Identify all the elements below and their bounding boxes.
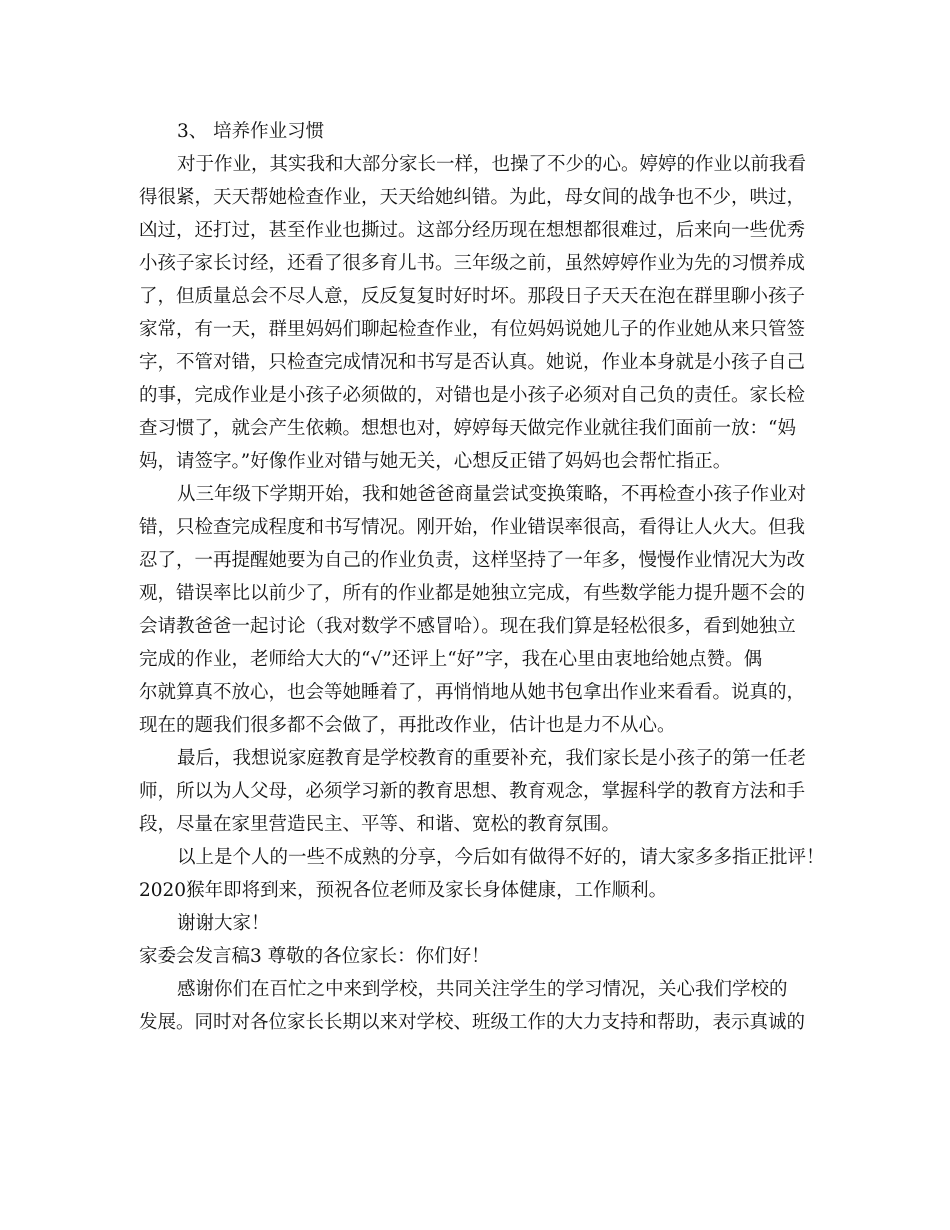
paragraph-line: 忍了，一再提醒她要为自己的作业负责，这样坚持了一年多，慢慢作业情况大为改 [139, 550, 806, 571]
paragraph-line: 感谢你们在百忙之中来到学校，共同关注学生的学习情况，关心我们学校的 [177, 979, 788, 1000]
paragraph-line: 家常，有一天，群里妈妈们聊起检查作业，有位妈妈说她儿子的作业她从来只管签 [139, 319, 806, 340]
paragraph-line: 对于作业，其实我和大部分家长一样，也操了不少的心。婷婷的作业以前我看 [177, 154, 807, 175]
paragraph-line: 了，但质量总会不尽人意，反反复复时好时坏。那段日子天天在泡在群里聊小孩子 [139, 286, 806, 307]
paragraph-line: 会请教爸爸一起讨论（我对数学不感冒哈）。现在我们算是轻松很多，看到她独立 [139, 616, 796, 637]
paragraph-line: 段，尽量在家里营造民主、平等、和谐、宽松的教育氛围。 [139, 814, 621, 835]
paragraph-line: 错，只检查完成程度和书写情况。刚开始，作业错误率很高，看得让人火大。但我 [139, 517, 806, 538]
paragraph-line: 现在的题我们很多都不会做了，再批改作业，估计也是力不从心。 [139, 715, 676, 736]
paragraph-line: 最后，我想说家庭教育是学校教育的重要补充，我们家长是小孩子的第一任老 [177, 748, 807, 769]
paragraph-line: 发展。同时对各位家长长期以来对学校、班级工作的大力支持和帮助，表示真诚的 [139, 1012, 806, 1033]
paragraph-line: 师，所以为人父母，必须学习新的教育思想、教育观念，掌握科学的教育方法和手 [139, 781, 806, 802]
paragraph-line: 从三年级下学期开始，我和她爸爸商量尝试变换策略，不再检查小孩子作业对 [177, 484, 807, 505]
paragraph-line: 的事，完成作业是小孩子必须做的，对错也是小孩子必须对自己负的责任。家长检 [139, 385, 806, 406]
paragraph-line: 凶过，还打过，甚至作业也撕过。这部分经历现在想想都很难过，后来向一些优秀 [139, 220, 806, 241]
paragraph-line: 小孩子家长讨经，还看了很多育儿书。三年级之前，虽然婷婷作业为先的习惯养成 [139, 253, 806, 274]
paragraph-line: 得很紧，天天帮她检查作业，天天给她纠错。为此，母女间的战争也不少，哄过， [139, 187, 806, 208]
paragraph-line: 妈，请签字。”好像作业对错与她无关，心想反正错了妈妈也会帮忙指正。 [139, 451, 732, 472]
paragraph-line: 字，不管对错，只检查完成情况和书写是否认真。她说，作业本身就是小孩子自己 [139, 352, 806, 373]
section-heading: 3、 培养作业习惯 [177, 121, 325, 142]
paragraph-line: 2020猴年即将到来，预祝各位老师及家长身体健康，工作顺利。 [139, 880, 668, 901]
paragraph-line: 完成的作业，老师给大大的“√”还评上“好”字，我在心里由衷地给她点赞。偶 [139, 649, 763, 670]
paragraph-line: 观，错误率比以前少了，所有的作业都是她独立完成，有些数学能力提升题不会的 [139, 583, 806, 604]
paragraph-line: 以上是个人的一些不成熟的分享，今后如有做得不好的，请大家多多指正批评！ [177, 847, 825, 868]
closing-line: 谢谢大家！ [177, 913, 270, 934]
speech-title-line: 家委会发言稿3 尊敬的各位家长：你们好！ [139, 946, 490, 967]
paragraph-line: 尔就算真不放心，也会等她睡着了，再悄悄地从她书包拿出作业来看看。说真的， [139, 682, 806, 703]
paragraph-line: 查习惯了，就会产生依赖。想想也对，婷婷每天做完作业就往我们面前一放：“妈 [139, 418, 796, 439]
